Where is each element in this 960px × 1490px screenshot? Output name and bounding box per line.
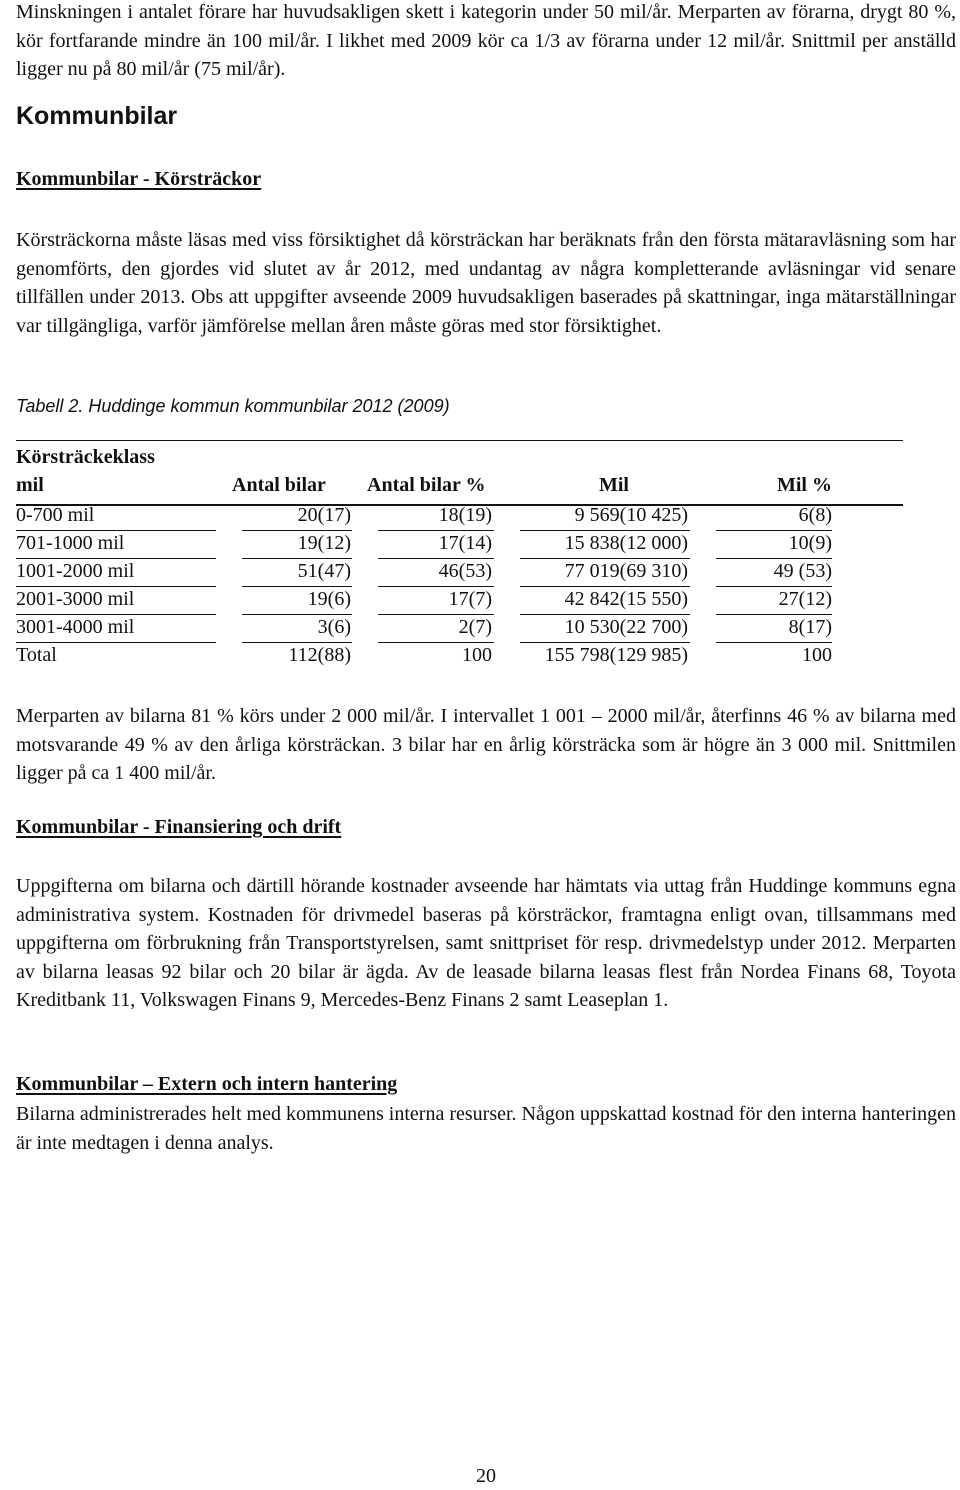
cell-antal-pct: 46(53) (438, 560, 492, 582)
table-header (16, 446, 906, 506)
table-caption: Tabell 2. Huddinge kommun kommunbilar 2012 (2009) (16, 396, 450, 416)
cell-mil: 15 838(12 000) (564, 532, 688, 554)
hantering-paragraph: Bilarna administrerades helt med kommunens interna resurser. Någon uppskattad kostnad för den interna hanteringen är inte medtagen i denna analys. (16, 1103, 956, 1154)
korstrackor-paragraph: Körsträckorna måste läsas med viss försiktighet då körsträckan har beräknats från den första mätaravläsning som har genomförts, den gjordes vid slutet av år 2012, med undantag av några kompletterande avläsningar vid senare tillfällen under 2013. Obs att uppgifter avseende 2009 huvudsakligen baserades på skattningar, inga mätarställningar var tillgängliga, varför jämförelse mellan åren måste göras med stor försiktighet. (16, 229, 956, 337)
cell-mil: 10 530(22 700) (564, 616, 688, 638)
cell-antal-pct: 18(19) (438, 504, 492, 526)
cell-antal-pct: 17(14) (438, 532, 492, 554)
cell-mil-pct: 27(12) (778, 588, 832, 610)
cell-antal-pct: 17(7) (448, 588, 492, 610)
table-row (16, 614, 906, 642)
cell-class: 0-700 mil (16, 504, 95, 526)
table-row (16, 558, 906, 586)
table-row-total (16, 642, 906, 670)
cell-antal: 3(6) (317, 616, 351, 638)
cell-mil-pct: 100 (802, 644, 832, 666)
cell-class: 1001-2000 mil (16, 560, 135, 582)
cell-mil: 77 019(69 310) (564, 560, 688, 582)
cell-class: 2001-3000 mil (16, 588, 135, 610)
cell-mil: 42 842(15 550) (564, 588, 688, 610)
cell-antal: 19(6) (307, 588, 351, 610)
cell-mil: 155 798(129 985) (544, 644, 688, 666)
cell-antal-pct: 100 (462, 644, 492, 666)
header-col-mil: mil (16, 474, 44, 496)
header-col-mil-pct: Mil % (777, 474, 832, 496)
cell-class: 701-1000 mil (16, 532, 125, 554)
header-class-label: Körsträckeklass (16, 446, 155, 468)
table-row (16, 586, 906, 614)
cell-class: Total (16, 644, 57, 666)
table-row (16, 530, 906, 558)
cell-mil-pct: 49 (53) (773, 560, 832, 582)
table-row (16, 502, 906, 530)
table-top-rule (16, 440, 903, 441)
subsection-title-korstrackor: Kommunbilar - Körsträckor (16, 168, 262, 190)
header-col-antal-bilar-pct: Antal bilar % (367, 474, 486, 496)
header-col-antal-bilar: Antal bilar (232, 474, 326, 496)
cell-antal: 19(12) (297, 532, 351, 554)
cell-mil: 9 569(10 425) (574, 504, 688, 526)
cell-antal-pct: 2(7) (458, 616, 492, 638)
cell-mil-pct: 6(8) (798, 504, 832, 526)
cell-mil-pct: 8(17) (788, 616, 832, 638)
summary-paragraph: Merparten av bilarna 81 % körs under 2 000 mil/år. I intervallet 1 001 – 2000 mil/år, återfinns 46 % av bilarna med motsvarande 49 % av den årliga körsträckan. 3 bilar har en årlig körsträcka som är högre än 3 000 mil. Snittmilen ligger på ca 1 400 mil/år. (16, 705, 956, 784)
subsection-title-finansiering: Kommunbilar - Finansiering och drift (16, 816, 342, 838)
header-col-mil-total: Mil (599, 474, 629, 496)
intro-paragraph: Minskningen i antalet förare har huvudsakligen skett i kategorin under 50 mil/år. Merparten av förarna, drygt 80 %, kör fortfarande mindre än 100 mil/år. I likhet med 2009 kör ca 1/3 av förarna under 12 mil/år. Snittmil per anställd ligger nu på 80 mil/år (75 mil/år). (16, 1, 956, 80)
cell-antal: 20(17) (297, 504, 351, 526)
page-number: 20 (476, 1465, 496, 1487)
cell-antal: 51(47) (297, 560, 351, 582)
section-heading: Kommunbilar (16, 102, 178, 130)
cell-class: 3001-4000 mil (16, 616, 135, 638)
cell-mil-pct: 10(9) (788, 532, 832, 554)
cell-antal: 112(88) (288, 644, 351, 666)
subsection-title-hantering: Kommunbilar – Extern och intern hantering (16, 1073, 398, 1095)
finansiering-paragraph: Uppgifterna om bilarna och därtill hörande kostnader avseende har hämtats via uttag från Huddinge kommuns egna administrativa system. Kostnaden för drivmedel baseras på körsträckor, framtagna enligt ovan, tillsammans med uppgifterna om förbrukning från Transportstyrelsen, samt snittpriset för resp. drivmedelstyp under 2012. Merparten av bilarna leasas 92 bilar och 20 bilar är ägda. Av de leasade bilarna leasas flest från Nordea Finans 68, Toyota Kreditbank 11, Volkswagen Finans 9, Mercedes-Benz Finans 2 samt Leaseplan 1. (16, 875, 956, 1011)
